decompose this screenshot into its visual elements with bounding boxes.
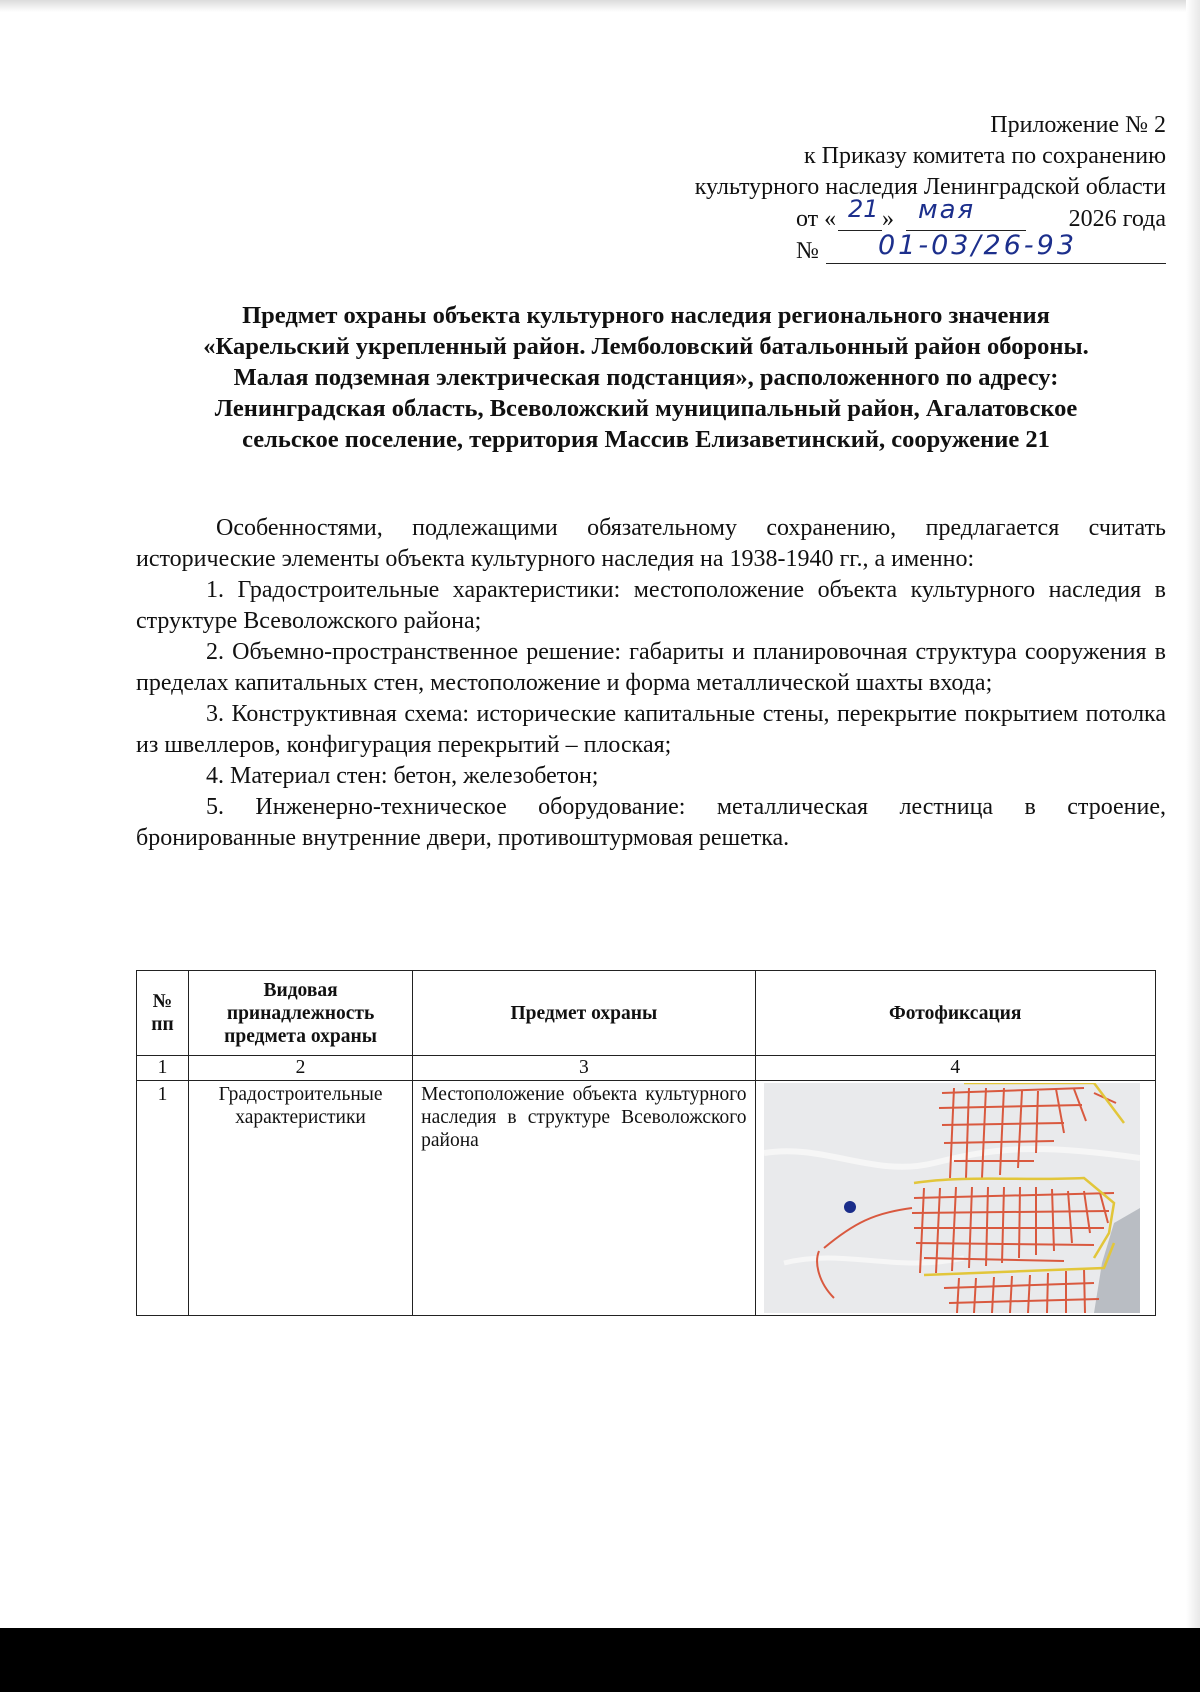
date-prefix: от « (796, 206, 837, 232)
list-item-4: 4. Материал стен: бетон, железобетон; (206, 763, 599, 789)
row-number: 1 (137, 1081, 189, 1316)
column-number-row (137, 1056, 1156, 1081)
protection-table (136, 970, 1156, 1316)
column-number-4: 4 (755, 1056, 1155, 1081)
header-category: Видовая принадлежность предмета охраны (188, 971, 412, 1056)
appendix-line-3: культурного наследия Ленинградской области (694, 174, 1166, 200)
date-year: 2026 года (1068, 206, 1166, 232)
row-photo-cell (755, 1081, 1155, 1316)
day-underline (838, 230, 882, 231)
title-line-5: сельское поселение, территория Массив Елизаветинский, сооружение 21 (242, 426, 1050, 453)
list-item-1: 1. Градостроительные характеристики: местоположение объекта культурного наследия в структуре Всеволожского района; (136, 577, 1166, 634)
appendix-header (695, 110, 1166, 203)
scan-edge-bottom (0, 1628, 1200, 1692)
scan-edge-top (0, 0, 1200, 12)
order-number-line (796, 230, 1166, 270)
title-line-1: Предмет охраны объекта культурного наследия регионального значения (242, 302, 1050, 329)
handwritten-month: мая (918, 195, 976, 225)
title-line-4: Ленинградская область, Всеволожский муниципальный район, Агалатовское (214, 395, 1078, 422)
header-subject: Предмет охраны (413, 971, 755, 1056)
number-underline (826, 263, 1166, 264)
table-header-row (137, 971, 1156, 1056)
document-body (136, 513, 1166, 854)
appendix-line-1: Приложение № 2 (990, 112, 1166, 138)
handwritten-order-number: 01-03/26-93 (878, 230, 1078, 261)
location-map-image (764, 1083, 1140, 1313)
header-photo: Фотофиксация (755, 971, 1155, 1056)
table-row (137, 1081, 1156, 1316)
column-number-2: 2 (188, 1056, 412, 1081)
number-sign: № (796, 238, 819, 264)
scan-edge-right (1186, 0, 1200, 1628)
column-number-1: 1 (137, 1056, 189, 1081)
appendix-line-2: к Приказу комитета по сохранению (803, 143, 1166, 169)
date-quote-close: » (882, 206, 894, 232)
header-number: № пп (137, 971, 189, 1056)
handwritten-day: 21 (848, 195, 879, 223)
title-line-3: Малая подземная электрическая подстанция», расположенного по адресу: (233, 364, 1059, 391)
list-item-2: 2. Объемно-пространственное решение: габариты и планировочная структура сооружения в пределах капитальных стен, местоположение и форма металлической шахты входа; (136, 639, 1166, 696)
title-line-2: «Карельский укрепленный район. Лемболовский батальонный район обороны. (203, 333, 1089, 360)
column-number-3: 3 (413, 1056, 755, 1081)
row-category: Градостроительные характеристики (188, 1081, 412, 1316)
list-item-5: 5. Инженерно-техническое оборудование: металлическая лестница в строение, бронированные внутренние двери, противоштурмовая решетка. (136, 794, 1166, 851)
document-title (126, 300, 1166, 455)
row-subject: Местоположение объекта культурного наследия в структуре Всеволожского района (413, 1081, 755, 1316)
list-item-3: 3. Конструктивная схема: исторические капитальные стены, перекрытие покрытием потолка из швеллеров, конфигурация перекрытий – плоская; (136, 701, 1166, 758)
intro-paragraph: Особенностями, подлежащими обязательному сохранению, предлагается считать исторические элементы объекта культурного наследия на 1938-1940 гг., а именно: (136, 515, 1166, 572)
